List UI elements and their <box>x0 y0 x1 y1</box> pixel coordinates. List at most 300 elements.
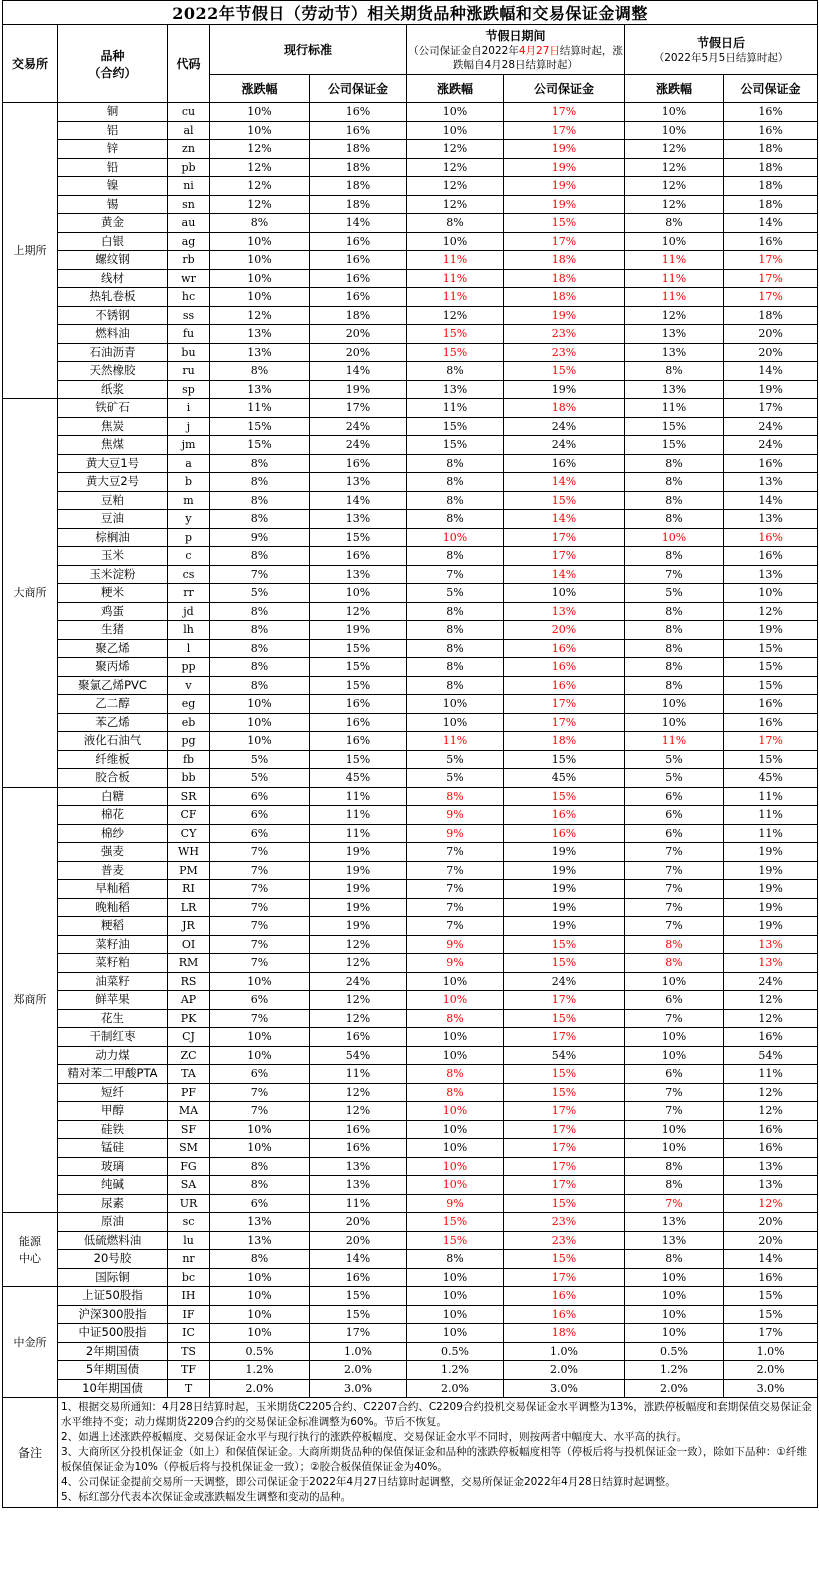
product-name: 棕榈油 <box>58 528 168 547</box>
table-row <box>3 1287 818 1306</box>
product-code: bu <box>168 343 210 362</box>
product-code: RI <box>168 880 210 899</box>
current-limit: 10% <box>210 251 310 270</box>
after-margin: 19% <box>724 917 818 936</box>
holiday-limit: 8% <box>407 621 504 640</box>
holiday-margin: 15% <box>504 750 625 769</box>
product-code: PM <box>168 861 210 880</box>
table-row <box>3 1250 818 1269</box>
current-margin: 10% <box>310 584 407 603</box>
holiday-limit: 8% <box>407 602 504 621</box>
table-row <box>3 787 818 806</box>
product-name: 天然橡胶 <box>58 362 168 381</box>
holiday-margin: 20% <box>504 621 625 640</box>
current-margin: 16% <box>310 1268 407 1287</box>
header-product <box>58 25 168 103</box>
current-limit: 6% <box>210 1194 310 1213</box>
holiday-limit: 12% <box>407 177 504 196</box>
after-margin: 19% <box>724 880 818 899</box>
holiday-limit: 12% <box>407 195 504 214</box>
holiday-limit: 10% <box>407 1305 504 1324</box>
product-name: 5年期国债 <box>58 1361 168 1380</box>
after-margin: 19% <box>724 861 818 880</box>
table-row <box>3 991 818 1010</box>
after-limit: 8% <box>625 454 724 473</box>
holiday-margin: 17% <box>504 103 625 122</box>
product-name: 黄大豆1号 <box>58 454 168 473</box>
current-limit: 13% <box>210 1231 310 1250</box>
product-name: 尿素 <box>58 1194 168 1213</box>
holiday-limit: 8% <box>407 658 504 677</box>
after-limit: 8% <box>625 1250 724 1269</box>
product-name: 20号胶 <box>58 1250 168 1269</box>
current-limit: 5% <box>210 584 310 603</box>
after-margin: 20% <box>724 325 818 344</box>
holiday-limit: 7% <box>407 843 504 862</box>
current-margin: 20% <box>310 1231 407 1250</box>
current-limit: 10% <box>210 1046 310 1065</box>
exchange-label-line: 大商所 <box>13 586 47 600</box>
current-limit: 10% <box>210 1287 310 1306</box>
product-code: WH <box>168 843 210 862</box>
table-row <box>3 713 818 732</box>
holiday-margin: 24% <box>504 436 625 455</box>
holiday-limit: 12% <box>407 140 504 159</box>
holiday-limit: 10% <box>407 1139 504 1158</box>
holiday-margin: 15% <box>504 1009 625 1028</box>
table-row <box>3 584 818 603</box>
product-name: 粳米 <box>58 584 168 603</box>
product-code: lh <box>168 621 210 640</box>
product-code: TF <box>168 1361 210 1380</box>
current-margin: 16% <box>310 1028 407 1047</box>
holiday-margin: 17% <box>504 547 625 566</box>
product-code: i <box>168 399 210 418</box>
after-limit: 8% <box>625 473 724 492</box>
after-limit: 8% <box>625 547 724 566</box>
after-margin: 16% <box>724 1120 818 1139</box>
product-code: ni <box>168 177 210 196</box>
after-margin: 11% <box>724 1065 818 1084</box>
current-margin: 15% <box>310 658 407 677</box>
product-code: PK <box>168 1009 210 1028</box>
after-limit: 13% <box>625 1231 724 1250</box>
after-limit: 6% <box>625 806 724 825</box>
holiday-limit: 10% <box>407 695 504 714</box>
after-limit: 0.5% <box>625 1342 724 1361</box>
product-code: AP <box>168 991 210 1010</box>
holiday-margin: 17% <box>504 1120 625 1139</box>
holiday-margin: 16% <box>504 824 625 843</box>
holiday-margin: 2.0% <box>504 1361 625 1380</box>
after-limit: 10% <box>625 232 724 251</box>
current-margin: 16% <box>310 269 407 288</box>
product-name: 纤维板 <box>58 750 168 769</box>
current-limit: 10% <box>210 1324 310 1343</box>
after-margin: 18% <box>724 177 818 196</box>
table-row <box>3 769 818 788</box>
holiday-margin: 17% <box>504 121 625 140</box>
after-margin: 19% <box>724 898 818 917</box>
product-name: 精对苯二甲酸PTA <box>58 1065 168 1084</box>
current-limit: 7% <box>210 843 310 862</box>
after-margin: 14% <box>724 491 818 510</box>
holiday-limit: 10% <box>407 991 504 1010</box>
table-row <box>3 510 818 529</box>
product-name: 锌 <box>58 140 168 159</box>
holiday-limit: 15% <box>407 436 504 455</box>
after-margin: 16% <box>724 1268 818 1287</box>
holiday-margin: 17% <box>504 232 625 251</box>
after-margin: 11% <box>724 824 818 843</box>
holiday-limit: 8% <box>407 787 504 806</box>
table-row <box>3 343 818 362</box>
after-margin: 19% <box>724 621 818 640</box>
current-limit: 8% <box>210 621 310 640</box>
after-limit: 6% <box>625 991 724 1010</box>
product-code: rb <box>168 251 210 270</box>
after-margin: 24% <box>724 417 818 436</box>
exchange-label-line: 能源 <box>19 1234 41 1248</box>
after-limit: 8% <box>625 954 724 973</box>
after-limit: 11% <box>625 251 724 270</box>
table-row <box>3 1379 818 1398</box>
product-name: 螺纹钢 <box>58 251 168 270</box>
exchange-label-line: 中心 <box>19 1251 41 1265</box>
current-margin: 18% <box>310 306 407 325</box>
product-code: cu <box>168 103 210 122</box>
current-limit: 12% <box>210 158 310 177</box>
header-after <box>625 25 818 75</box>
table-row <box>3 676 818 695</box>
after-limit: 6% <box>625 787 724 806</box>
product-code: TA <box>168 1065 210 1084</box>
table-row <box>3 1361 818 1380</box>
table-row <box>3 325 818 344</box>
holiday-limit: 2.0% <box>407 1379 504 1398</box>
holiday-margin: 17% <box>504 1176 625 1195</box>
product-code: PF <box>168 1083 210 1102</box>
holiday-margin: 15% <box>504 1065 625 1084</box>
after-margin: 15% <box>724 639 818 658</box>
product-code: sn <box>168 195 210 214</box>
holiday-margin: 17% <box>504 695 625 714</box>
product-name: 锡 <box>58 195 168 214</box>
table-row <box>3 880 818 899</box>
after-margin: 17% <box>724 251 818 270</box>
exchange-label-line: 中金所 <box>13 1335 47 1349</box>
product-code: l <box>168 639 210 658</box>
product-name: 2年期国债 <box>58 1342 168 1361</box>
holiday-limit: 9% <box>407 806 504 825</box>
holiday-margin: 24% <box>504 417 625 436</box>
after-limit: 1.2% <box>625 1361 724 1380</box>
current-limit: 8% <box>210 639 310 658</box>
product-code: SM <box>168 1139 210 1158</box>
after-limit: 7% <box>625 898 724 917</box>
after-margin: 15% <box>724 1305 818 1324</box>
product-name: 不锈钢 <box>58 306 168 325</box>
after-limit: 11% <box>625 732 724 751</box>
product-name: 白银 <box>58 232 168 251</box>
current-margin: 12% <box>310 991 407 1010</box>
table-row <box>3 917 818 936</box>
after-margin: 14% <box>724 362 818 381</box>
product-name: 石油沥青 <box>58 343 168 362</box>
after-margin: 16% <box>724 528 818 547</box>
product-code: bb <box>168 769 210 788</box>
current-limit: 8% <box>210 362 310 381</box>
table-row <box>3 972 818 991</box>
current-limit: 7% <box>210 1083 310 1102</box>
current-limit: 7% <box>210 565 310 584</box>
notes-label: 备注 <box>3 1398 58 1508</box>
holiday-margin: 15% <box>504 954 625 973</box>
holiday-limit: 9% <box>407 824 504 843</box>
current-limit: 12% <box>210 140 310 159</box>
holiday-limit: 15% <box>407 417 504 436</box>
current-margin: 16% <box>310 547 407 566</box>
header-product-line2: （合约） <box>88 65 137 80</box>
table-row <box>3 140 818 159</box>
table-row <box>3 214 818 233</box>
product-code: CJ <box>168 1028 210 1047</box>
current-limit: 7% <box>210 1009 310 1028</box>
product-code: IH <box>168 1287 210 1306</box>
holiday-margin: 15% <box>504 787 625 806</box>
holiday-limit: 10% <box>407 1102 504 1121</box>
after-margin: 16% <box>724 1139 818 1158</box>
holiday-limit: 8% <box>407 639 504 658</box>
after-limit: 10% <box>625 1305 724 1324</box>
header-exchange: 交易所 <box>3 25 58 103</box>
after-limit: 7% <box>625 880 724 899</box>
after-limit: 10% <box>625 1287 724 1306</box>
after-margin: 12% <box>724 1194 818 1213</box>
product-code: ag <box>168 232 210 251</box>
table-row <box>3 528 818 547</box>
current-limit: 10% <box>210 269 310 288</box>
after-limit: 5% <box>625 584 724 603</box>
current-limit: 10% <box>210 232 310 251</box>
holiday-margin: 18% <box>504 251 625 270</box>
product-name: 普麦 <box>58 861 168 880</box>
holiday-limit: 8% <box>407 547 504 566</box>
holiday-note-pre: （公司保证金自2022年 <box>408 45 519 57</box>
after-margin: 18% <box>724 140 818 159</box>
after-margin: 13% <box>724 473 818 492</box>
after-margin: 24% <box>724 436 818 455</box>
product-code: RM <box>168 954 210 973</box>
table-row <box>3 732 818 751</box>
holiday-limit: 15% <box>407 1213 504 1232</box>
after-margin: 14% <box>724 214 818 233</box>
current-limit: 7% <box>210 935 310 954</box>
current-margin: 3.0% <box>310 1379 407 1398</box>
product-name: 豆粕 <box>58 491 168 510</box>
after-limit: 6% <box>625 824 724 843</box>
product-code: au <box>168 214 210 233</box>
current-limit: 11% <box>210 399 310 418</box>
after-margin: 1.0% <box>724 1342 818 1361</box>
current-margin: 20% <box>310 1213 407 1232</box>
after-limit: 12% <box>625 306 724 325</box>
header-holiday-margin: 公司保证金 <box>504 75 625 103</box>
holiday-margin: 19% <box>504 898 625 917</box>
after-margin: 12% <box>724 1102 818 1121</box>
holiday-limit: 5% <box>407 584 504 603</box>
after-limit: 8% <box>625 676 724 695</box>
after-margin: 12% <box>724 991 818 1010</box>
product-name: 硅铁 <box>58 1120 168 1139</box>
product-name: 线材 <box>58 269 168 288</box>
table-row <box>3 1342 818 1361</box>
header-after-limit: 涨跌幅 <box>625 75 724 103</box>
holiday-margin: 17% <box>504 713 625 732</box>
product-name: 铁矿石 <box>58 399 168 418</box>
current-margin: 19% <box>310 380 407 399</box>
header-after-title: 节假日后 <box>697 36 746 50</box>
after-margin: 13% <box>724 510 818 529</box>
current-margin: 12% <box>310 935 407 954</box>
current-limit: 12% <box>210 177 310 196</box>
product-code: hc <box>168 288 210 307</box>
product-code: eb <box>168 713 210 732</box>
holiday-margin: 15% <box>504 935 625 954</box>
header-current-margin: 公司保证金 <box>310 75 407 103</box>
current-margin: 14% <box>310 362 407 381</box>
after-limit: 10% <box>625 528 724 547</box>
holiday-limit: 8% <box>407 491 504 510</box>
table-row <box>3 602 818 621</box>
current-margin: 16% <box>310 1139 407 1158</box>
product-name: 强麦 <box>58 843 168 862</box>
holiday-limit: 10% <box>407 1157 504 1176</box>
current-margin: 19% <box>310 843 407 862</box>
note-item: 1、根据交易所通知：4月28日结算时起，玉米期货C2205合约、C2207合约、C2209合约投机交易保证金水平调整为13%，涨跌停板幅度和套期保值交易保证金水平维持不变；动力煤期货2209合约的交易保证金标准调整为60%。节后不恢复。 <box>61 1401 812 1428</box>
header-current-limit: 涨跌幅 <box>210 75 310 103</box>
holiday-limit: 12% <box>407 306 504 325</box>
product-name: 聚丙烯 <box>58 658 168 677</box>
after-margin: 17% <box>724 399 818 418</box>
current-limit: 10% <box>210 1268 310 1287</box>
current-margin: 19% <box>310 621 407 640</box>
current-limit: 10% <box>210 288 310 307</box>
product-name: 棉花 <box>58 806 168 825</box>
current-limit: 7% <box>210 898 310 917</box>
holiday-limit: 5% <box>407 769 504 788</box>
current-margin: 13% <box>310 510 407 529</box>
after-limit: 6% <box>625 1065 724 1084</box>
holiday-limit: 10% <box>407 713 504 732</box>
holiday-margin: 24% <box>504 972 625 991</box>
product-name: 沪深300股指 <box>58 1305 168 1324</box>
table-row <box>3 1194 818 1213</box>
product-code: v <box>168 676 210 695</box>
after-margin: 11% <box>724 806 818 825</box>
holiday-limit: 8% <box>407 510 504 529</box>
current-margin: 13% <box>310 1176 407 1195</box>
after-limit: 8% <box>625 491 724 510</box>
after-limit: 10% <box>625 1268 724 1287</box>
after-limit: 10% <box>625 713 724 732</box>
current-limit: 8% <box>210 602 310 621</box>
product-code: al <box>168 121 210 140</box>
header-after-note: （2022年5月5日结算时起） <box>653 52 789 64</box>
current-margin: 18% <box>310 140 407 159</box>
product-code: fu <box>168 325 210 344</box>
current-limit: 7% <box>210 917 310 936</box>
holiday-limit: 10% <box>407 1324 504 1343</box>
holiday-limit: 8% <box>407 214 504 233</box>
product-code: bc <box>168 1268 210 1287</box>
table-row <box>3 898 818 917</box>
holiday-limit: 10% <box>407 1046 504 1065</box>
product-code: OI <box>168 935 210 954</box>
product-name: 低硫燃料油 <box>58 1231 168 1250</box>
product-code: wr <box>168 269 210 288</box>
after-margin: 16% <box>724 103 818 122</box>
after-margin: 3.0% <box>724 1379 818 1398</box>
holiday-margin: 16% <box>504 1287 625 1306</box>
holiday-limit: 11% <box>407 288 504 307</box>
holiday-limit: 13% <box>407 380 504 399</box>
after-limit: 8% <box>625 362 724 381</box>
product-code: b <box>168 473 210 492</box>
table-row <box>3 103 818 122</box>
holiday-margin: 15% <box>504 214 625 233</box>
after-margin: 18% <box>724 158 818 177</box>
header-holiday-limit: 涨跌幅 <box>407 75 504 103</box>
after-limit: 10% <box>625 1028 724 1047</box>
product-code: ss <box>168 306 210 325</box>
product-name: 棉纱 <box>58 824 168 843</box>
holiday-margin: 19% <box>504 306 625 325</box>
after-limit: 8% <box>625 639 724 658</box>
holiday-margin: 13% <box>504 602 625 621</box>
holiday-limit: 8% <box>407 1250 504 1269</box>
holiday-margin: 17% <box>504 1139 625 1158</box>
product-name: 鲜苹果 <box>58 991 168 1010</box>
after-limit: 7% <box>625 1102 724 1121</box>
current-limit: 8% <box>210 547 310 566</box>
current-margin: 12% <box>310 1083 407 1102</box>
table-row <box>3 954 818 973</box>
after-limit: 7% <box>625 917 724 936</box>
after-margin: 20% <box>724 1231 818 1250</box>
current-margin: 11% <box>310 824 407 843</box>
after-margin: 18% <box>724 306 818 325</box>
product-name: 原油 <box>58 1213 168 1232</box>
holiday-limit: 1.2% <box>407 1361 504 1380</box>
table-row <box>3 750 818 769</box>
current-limit: 6% <box>210 787 310 806</box>
product-name: 玻璃 <box>58 1157 168 1176</box>
current-limit: 8% <box>210 658 310 677</box>
current-margin: 54% <box>310 1046 407 1065</box>
table-row <box>3 288 818 307</box>
current-margin: 12% <box>310 1102 407 1121</box>
table-row <box>3 1083 818 1102</box>
current-limit: 12% <box>210 306 310 325</box>
product-name: 上证50股指 <box>58 1287 168 1306</box>
product-code: FG <box>168 1157 210 1176</box>
header-code: 代码 <box>168 25 210 103</box>
holiday-limit: 10% <box>407 1176 504 1195</box>
product-code: RS <box>168 972 210 991</box>
after-margin: 19% <box>724 380 818 399</box>
holiday-margin: 19% <box>504 861 625 880</box>
